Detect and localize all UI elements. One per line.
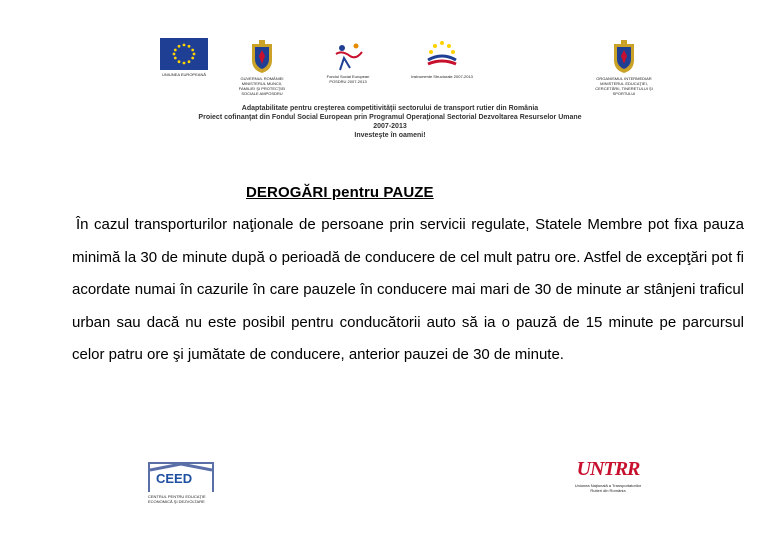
project-slogan: Investeşte în oameni! (354, 132, 426, 139)
ceed-caption: CENTRUL PENTRU EDUCAŢIE ECONOMICĂ ŞI DEZVOLTARE (148, 494, 206, 504)
untrr-name: UNTRR (576, 458, 640, 480)
ceed-name: CEED (156, 471, 193, 486)
eu-logo (156, 38, 212, 77)
document-heading: DEROGĂRI pentru PAUZE (246, 184, 434, 201)
intermediate-body-caption: ORGANISMUL INTERMEDIAR MINISTERUL EDUCAŢIEI, CERCETĂRII, TINERETULUI ŞI SPORTULUI (595, 76, 653, 96)
ceed-emblem-icon (148, 462, 214, 492)
fse-caption: Fondul Social European POSDRU 2007-2013 (326, 74, 370, 84)
document-body (72, 209, 744, 372)
coat-of-arms-icon (249, 38, 275, 74)
ceed-logo (148, 462, 216, 504)
project-header (0, 104, 780, 140)
structural-instruments-caption: Instrumente Structurale 2007-2013 (411, 74, 473, 79)
untrr-logo (572, 458, 644, 493)
untrr-caption: Uniunea Naţională a Transportatorilor Rutieri din România (574, 483, 642, 493)
structural-instruments-icon (422, 38, 462, 72)
fse-figure-icon (328, 40, 368, 72)
fse-logo (318, 40, 378, 84)
project-cofinancing: Proiect cofinanţat din Fondul Social European prin Programul Operaţional Sectorial Dezvoltarea Resurselor Umane (198, 114, 582, 121)
body-paragraph: În cazul transporturilor naţionale de persoane prin servicii regulate, Statele Membre pot fixa pauza minimă la 30 de minute după o perioadă de conducere de cel mult patru ore. Astfel de excepţări pot fi acordate numai în cazurile în care pauzele în conducere mai mari de 30 de minute ar stânjeni traficul urban sau dacă nu este posibil pentru conducătorii auto să ia o pauză de 15 minute pe parcursul celor patru ore şi jumătate de conducere, anterior pauzei de 30 de minute. (72, 216, 744, 363)
project-title: Adaptabilitate pentru creşterea competitivităţii sectorului de transport rutier din România (241, 105, 539, 112)
project-period: 2007-2013 (373, 123, 407, 130)
government-logo (234, 38, 290, 96)
eu-flag-icon (160, 38, 208, 70)
eu-caption: UNIUNEA EUROPEANĂ (161, 72, 206, 77)
government-caption: GUVERNUL ROMÂNIEI MINISTERUL MUNCII, FAMILIEI ŞI PROTECŢIEI SOCIALE AMPOSDRU (238, 76, 286, 96)
structural-instruments-logo (410, 38, 474, 79)
intermediate-body-logo (592, 38, 656, 96)
coat-of-arms-icon (611, 38, 637, 74)
